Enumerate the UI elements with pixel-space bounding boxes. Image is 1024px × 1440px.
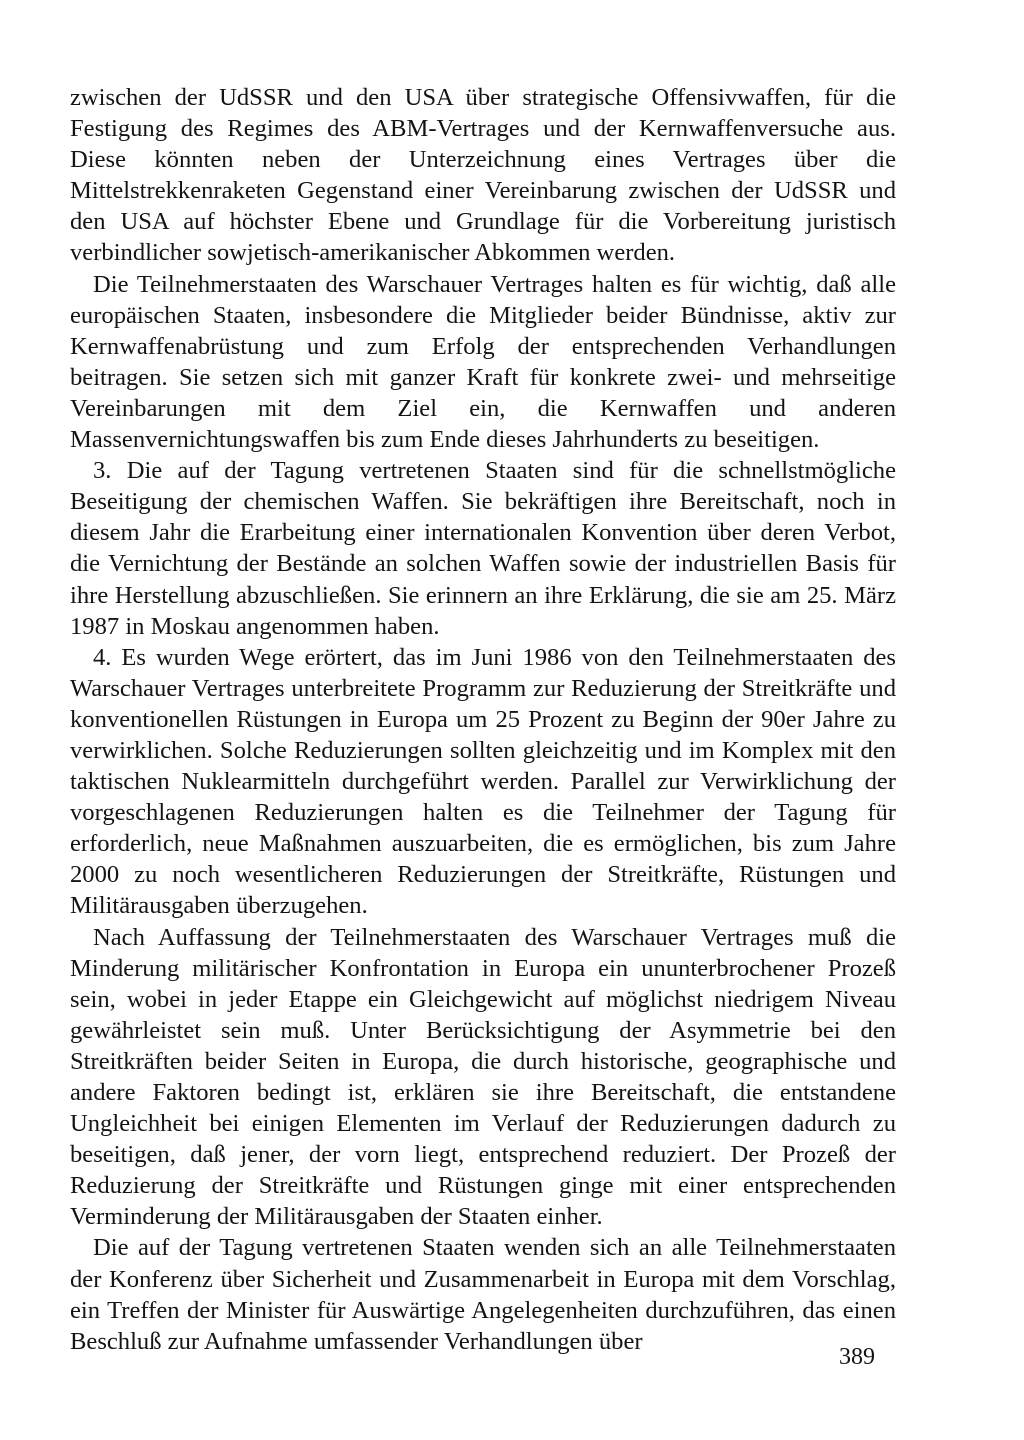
paragraph-6: Die auf der Tagung vertretenen Staaten wenden sich an alle Teilnehmerstaaten der Konferenz über Sicherheit und Zusammenarbeit in Europa mit dem Vorschlag, ein Treffen der Minister für Auswärtige Angelegenheiten durchzuführen, das einen Beschluß zur Aufnahme umfassender Verhandlungen über <box>70 1234 896 1355</box>
paragraph-4: 4. Es wurden Wege erörtert, das im Juni 1986 von den Teilnehmerstaaten des Warschauer Vertrages unterbreitete Programm zur Reduzierung der Streitkräfte und konventionellen Rüstungen in Europa um 25 Prozent zu Beginn der 90er Jahre zu verwirklichen. Solche Reduzierungen sollten gleichzeitig und im Komplex mit den taktischen Nuklearmitteln durchgeführt werden. Parallel zur Verwirklichung der vorgeschlagenen Reduzierungen halten es die Teilnehmer der Tagung für erforderlich, neue Maßnahmen auszuarbeiten, die es ermöglichen, bis zum Jahre 2000 zu noch wesentlicheren Reduzierungen der Streitkräfte, Rüstungen und Militärausgaben überzugehen. <box>70 643 896 920</box>
paragraph-3: 3. Die auf der Tagung vertretenen Staaten sind für die schnellstmögliche Beseitigung der chemischen Waffen. Sie bekräftigen ihre Bereitschaft, noch in diesem Jahr die Erarbeitung einer internationalen Konvention über deren Verbot, die Vernichtung der Bestände an solchen Waffen sowie der industriellen Basis für ihre Herstellung abzuschließen. Sie erinnern an ihre Erklärung, die sie am 25. März 1987 in Moskau angenommen haben. <box>70 457 896 640</box>
paragraph-1: zwischen der UdSSR und den USA über strategische Offensivwaffen, für die Festigung des Regimes des ABM-Vertrages und der Kernwaffenversuche aus. Diese könnten neben der Unterzeichnung eines Vertrages über die Mittelstrekkenraketen Gegenstand einer Vereinbarung zwischen der UdSSR und den USA auf höchster Ebene und Grundlage für die Vorbereitung juristisch verbindlicher sowjetisch-amerikanischer Abkommen werden. <box>70 84 896 267</box>
paragraph-2: Die Teilnehmerstaaten des Warschauer Vertrages halten es für wichtig, daß alle europäischen Staaten, insbesondere die Mitglieder beider Bündnisse, aktiv zur Kernwaffenabrüstung und zum Erfolg der entsprechenden Verhandlungen beitragen. Sie setzen sich mit ganzer Kraft für konkrete zwei- und mehrseitige Vereinbarungen mit dem Ziel ein, die Kernwaffen und anderen Massenvernichtungswaffen bis zum Ende dieses Jahrhunderts zu beseitigen. <box>70 270 896 454</box>
paragraph-5: Nach Auffassung der Teilnehmerstaaten des Warschauer Vertrages muß die Minderung militärischer Konfrontation in Europa ein ununterbrochener Prozeß sein, wobei in jeder Etappe ein Gleichgewicht auf möglichst niedrigem Niveau gewährleistet sein muß. Unter Berücksichtigung der Asymmetrie bei den Streitkräften beider Seiten in Europa, die durch historische, geographische und andere Faktoren bedingt ist, erklären sie ihre Bereitschaft, die entstandene Ungleichheit bei einigen Elementen im Verlauf der Reduzierungen dadurch zu beseitigen, daß jener, der vorn liegt, entsprechend reduziert. Der Prozeß der Reduzierung der Streitkräfte und Rüstungen ginge mit einer entsprechenden Verminderung der Militärausgaben der Staaten einher. <box>70 923 896 1231</box>
page-number: 389 <box>839 1344 875 1370</box>
page-body <box>70 82 896 1357</box>
